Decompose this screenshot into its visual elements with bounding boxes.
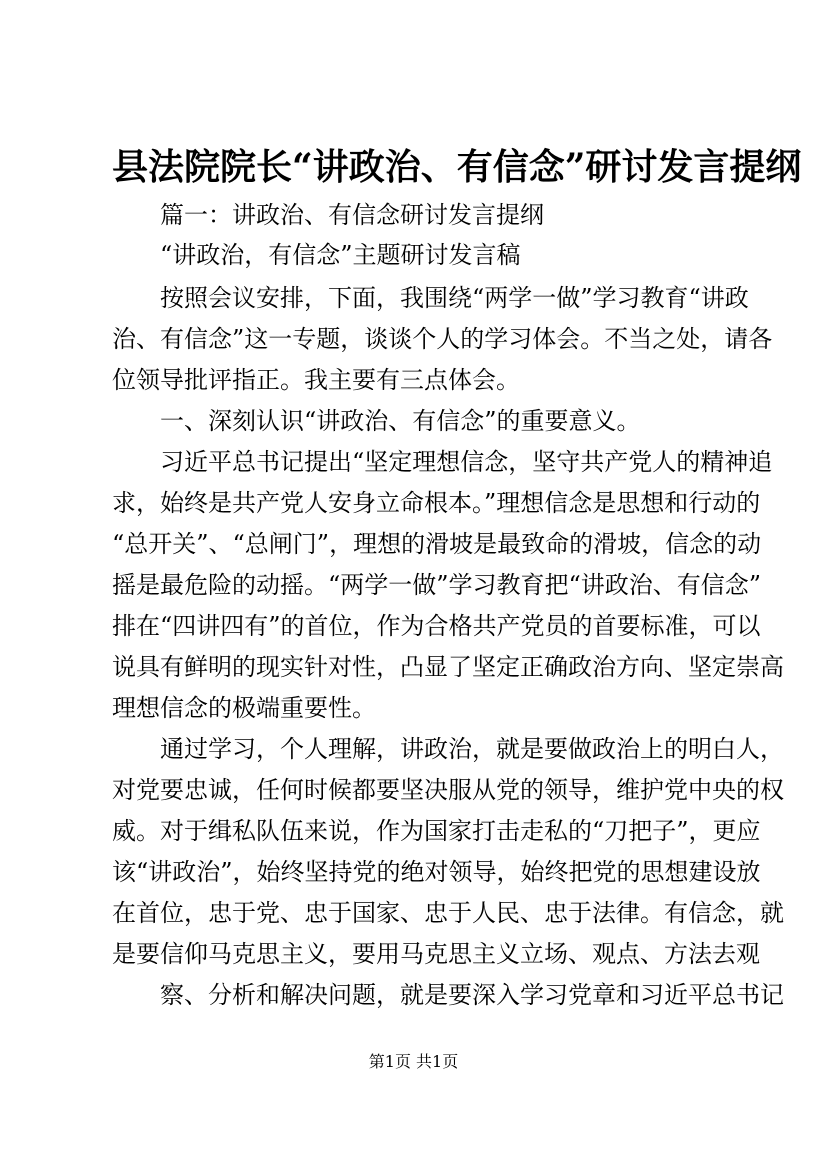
text-line: 治、有信念”这一专题，谈谈个人的学习体会。不当之处，请各 [112,325,773,353]
text-line: 察、分析和解决问题，就是要深入学习党章和习近平总书记 [112,981,784,1009]
text-line: 说具有鲜明的现实针对性，凸显了坚定正确政治方向、坚定崇高 [112,653,784,681]
text-line: 排在“四讲四有”的首位，作为合格共产党员的首要标准，可以 [112,612,761,640]
text-line: 通过学习，个人理解，讲政治，就是要做政治上的明白人， [112,735,784,763]
text-line: 在首位，忠于党、忠于国家、忠于人民、忠于法律。有信念，就 [112,899,784,927]
text-line: 摇是最危险的动摇。“两学一做”学习教育把“讲政治、有信念” [112,571,762,599]
text-line: 理想信念的极端重要性。 [112,694,376,722]
text-line: 威。对于缉私队伍来说，作为国家打击走私的“刀把子”，更应 [112,817,761,845]
document-title: 县法院院长“讲政治、有信念”研讨发言提纲 [112,146,802,188]
text-line: 一、深刻认识“讲政治、有信念”的重要意义。 [112,407,641,435]
text-line: 对党要忠诚，任何时候都要坚决服从党的领导，维护党中央的权 [112,776,784,804]
text-line: 该“讲政治”，始终坚持党的绝对领导，始终把党的思想建设放 [112,858,761,886]
text-line: 篇一：讲政治、有信念研讨发言提纲 [112,201,544,229]
text-line: “总开关”、“总闸门”，理想的滑坡是最致命的滑坡，信念的动 [112,530,762,558]
text-line: 求，始终是共产党人安身立命根本。”理想信念是思想和行动的 [112,489,761,517]
text-line: 按照会议安排，下面，我围绕“两学一做”学习教育“讲政 [112,284,749,312]
text-line: 习近平总书记提出“坚定理想信念，坚守共产党人的精神追 [112,448,773,476]
text-line: “讲政治，有信念”主题研讨发言稿 [112,241,521,269]
text-line: 位领导批评指正。我主要有三点体会。 [112,366,520,394]
page-number-footer: 第1页 共1页 [368,1052,459,1071]
text-line: 是要信仰马克思主义，要用马克思主义立场、观点、方法去观 [112,940,760,968]
